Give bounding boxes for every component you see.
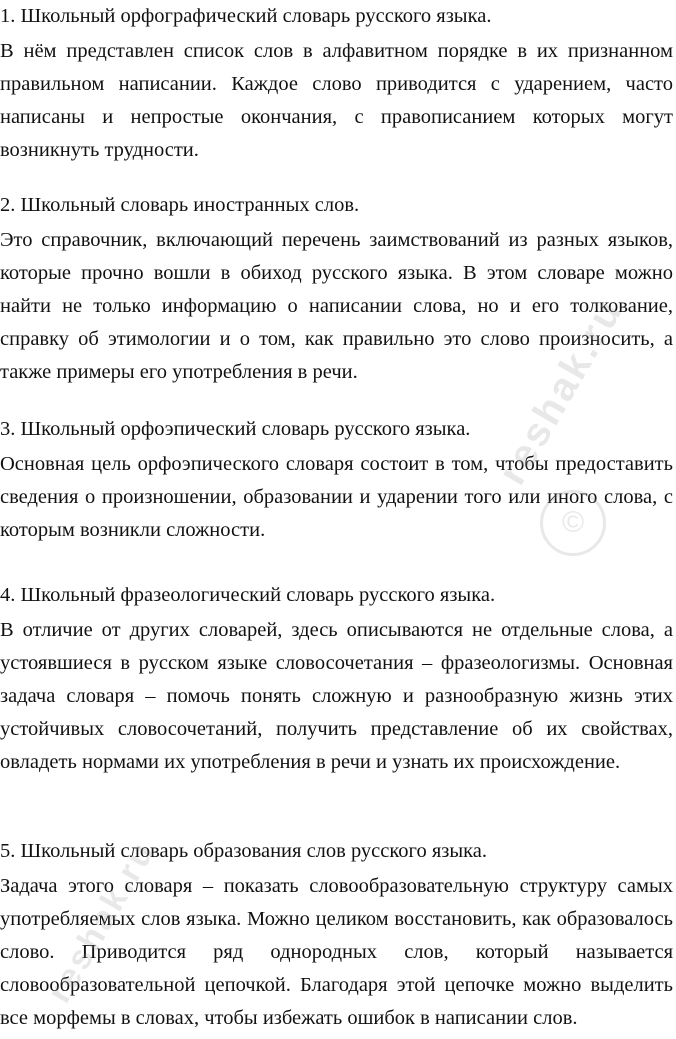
section-title: 4. Школьный фразеологический словарь русского языка. bbox=[0, 584, 496, 606]
watermark-text-bottom: reshak.ru bbox=[40, 834, 163, 1009]
copyright-watermark-icon: © bbox=[540, 490, 606, 556]
section-text: В отличие от других словарей, здесь описываются не отдельные слова, а устоявшиеся в русском языке словосочетания – фразеологизмы. Основная задача словаря – помочь понять сложную и разнообразную жизнь этих устойчивых словосочетаний, получить представление об их свойствах, овладеть нормами их употребления в речи и узнать их происхождение. bbox=[0, 619, 673, 773]
section-title: 1. Школьный орфографический словарь русского языка. bbox=[0, 5, 492, 27]
watermark-text: reshak.ru bbox=[490, 290, 632, 492]
section-title: 3. Школьный орфоэпический словарь русского языка. bbox=[0, 418, 471, 440]
section-text: В нём представлен список слов в алфавитном порядке в их признанном правильном написании. Каждое слово приводится с ударением, часто написаны и непростые окончания, с правописанием которых могут возникнуть трудности. bbox=[0, 40, 673, 161]
section-3 bbox=[0, 413, 673, 547]
section-4 bbox=[0, 579, 673, 779]
section-5 bbox=[0, 835, 673, 1035]
section-title: 5. Школьный словарь образования слов русского языка. bbox=[0, 840, 487, 862]
section-text: Задача этого словаря – показать словообразовательную структуру самых употребляемых слов языка. Можно целиком восстановить, как образовалось слово. Приводится ряд однородных слов, который называется словообразовательной цепочкой. Благодаря этой цепочке можно выделить все морфемы в словах, чтобы избежать ошибок в написании слов. bbox=[0, 875, 673, 1029]
section-2 bbox=[0, 189, 673, 389]
section-title: 2. Школьный словарь иностранных слов. bbox=[0, 194, 360, 216]
section-text: Это справочник, включающий перечень заимствований из разных языков, которые прочно вошли в обиход русского языка. В этом словаре можно найти не только информацию о написании слова, но и его толкование, справку об этимологии и о том, как правильно это слово произносить, а также примеры его употребления в речи. bbox=[0, 229, 673, 383]
section-1 bbox=[0, 0, 673, 167]
section-text: Основная цель орфоэпического словаря состоит в том, чтобы предоставить сведения о произношении, образовании и ударении того или иного слова, с которым возникли сложности. bbox=[0, 453, 673, 541]
